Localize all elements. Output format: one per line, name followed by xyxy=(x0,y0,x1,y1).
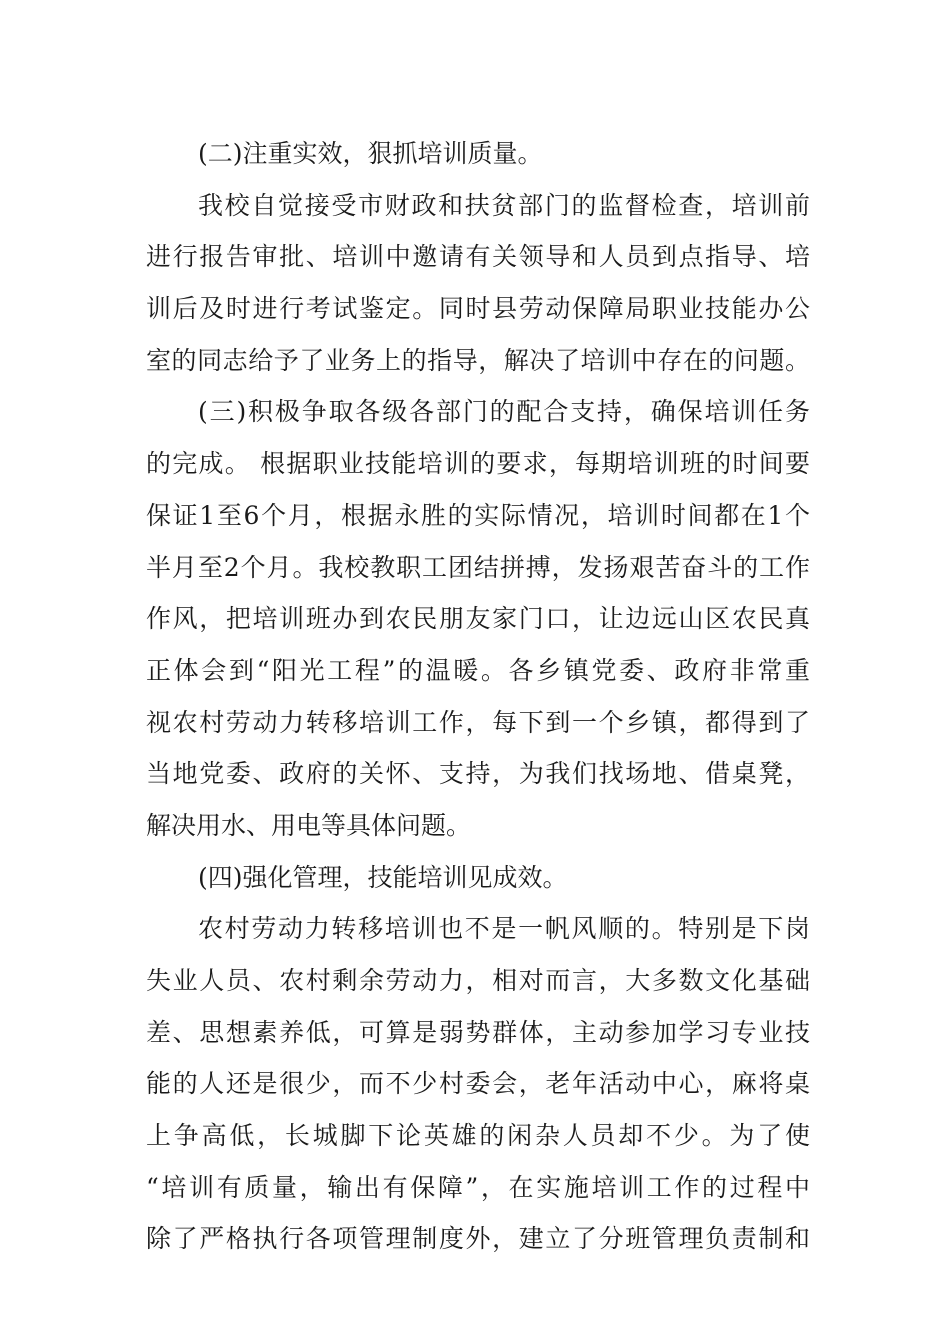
paragraph-line: 训后及时进行考试鉴定。同时县劳动保障局职业技能办公 xyxy=(146,294,810,324)
paragraph-line: 解决用水、用电等具体问题。 xyxy=(146,810,472,840)
paragraph-line: 能的人还是很少，而不少村委会，老年活动中心，麻将桌 xyxy=(146,1069,810,1099)
paragraph-line: 视农村劳动力转移培训工作，每下到一个乡镇，都得到了 xyxy=(146,707,810,737)
paragraph-line: 室的同志给予了业务上的指导，解决了培训中存在的问题。 xyxy=(146,345,810,375)
paragraph-line: 当地党委、政府的关怀、支持，为我们找场地、借桌凳， xyxy=(146,759,810,789)
paragraph-line: 我校自觉接受市财政和扶贫部门的监督检查，培训前 xyxy=(198,190,810,220)
paragraph-line: 作风，把培训班办到农民朋友家门口，让边远山区农民真 xyxy=(146,604,810,634)
section-heading-2: (二)注重实效，狠抓培训质量。 xyxy=(198,139,543,168)
paragraph-line: 的完成。 根据职业技能培训的要求，每期培训班的时间要 xyxy=(146,449,810,479)
section-heading-3: (三)积极争取各级各部门的配合支持，确保培训任务 xyxy=(198,397,810,427)
paragraph-line: 除了严格执行各项管理制度外，建立了分班管理负责制和 xyxy=(146,1224,810,1254)
paragraph-line: 半月至2个月。我校教职工团结拼搏，发扬艰苦奋斗的工作 xyxy=(146,552,810,582)
section-heading-4: (四)强化管理，技能培训见成效。 xyxy=(198,862,568,892)
paragraph-line: 保证1至6个月，根据永胜的实际情况，培训时间都在1个 xyxy=(146,500,810,530)
paragraph-line: 上争高低，长城脚下论英雄的闲杂人员却不少。为了使 xyxy=(146,1121,810,1151)
paragraph-line: 失业人员、农村剩余劳动力，相对而言，大多数文化基础 xyxy=(146,966,810,995)
paragraph-line: 农村劳动力转移培训也不是一帆风顺的。特别是下岗 xyxy=(198,914,810,944)
body-text xyxy=(146,128,810,1265)
paragraph-line: 差、思想素养低，可算是弱势群体，主动参加学习专业技 xyxy=(146,1017,810,1047)
paragraph-line: 进行报告审批、培训中邀请有关领导和人员到点指导、培 xyxy=(146,242,810,272)
paragraph-line: 正体会到“阳光工程”的温暖。各乡镇党委、政府非常重 xyxy=(146,655,810,685)
paragraph-line: “培训有质量，输出有保障”，在实施培训工作的过程中 xyxy=(146,1172,810,1202)
